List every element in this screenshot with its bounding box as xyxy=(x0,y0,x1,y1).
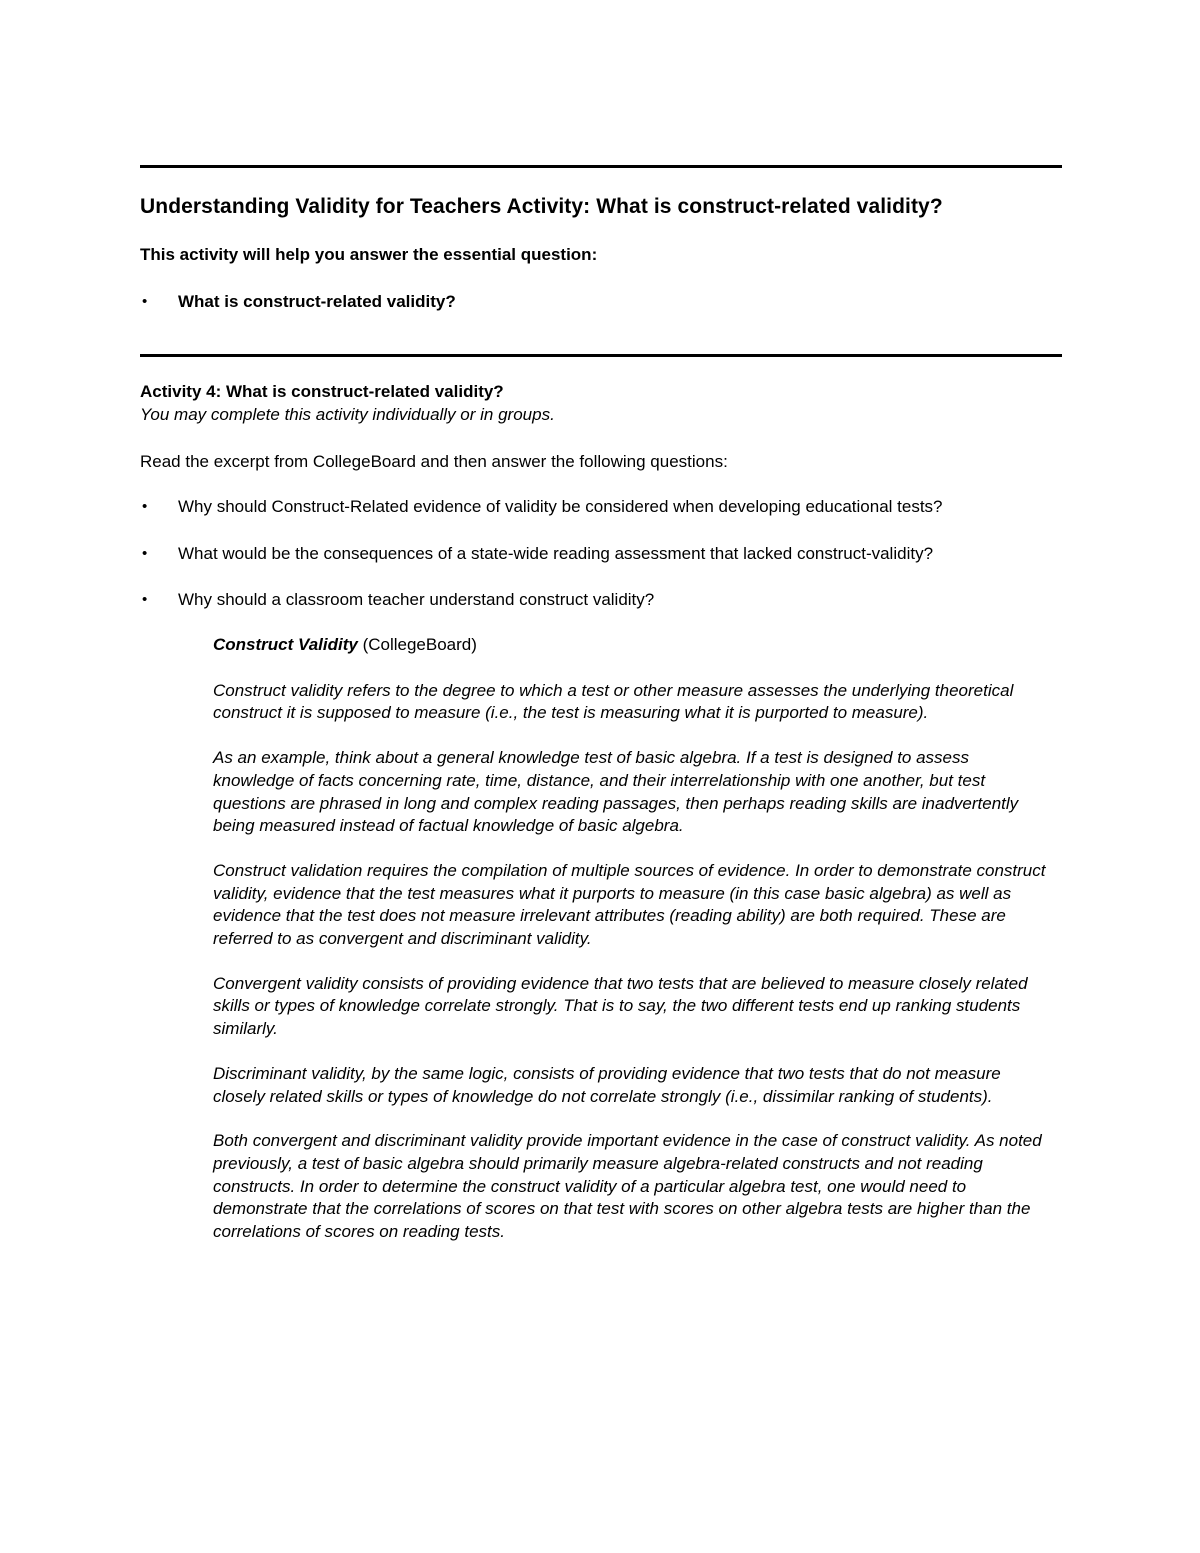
bullet-icon: • xyxy=(142,293,148,310)
activity-heading: Activity 4: What is construct-related validity? xyxy=(140,382,504,401)
essential-question-intro: This activity will help you answer the essential question: xyxy=(140,245,598,264)
bullet-icon: • xyxy=(142,591,148,608)
excerpt-title xyxy=(213,634,1048,657)
excerpt-paragraph: Construct validation requires the compilation of multiple sources of evidence. In order to demonstrate construct validity, evidence that the test measures what it purports to measure (in this case basic algebra) as well as evidence that the test does not measure irrelevant attributes (reading ability) are both required. These are referred to as convergent and discriminant validity. xyxy=(213,860,1046,949)
excerpt-paragraph: As an example, think about a general knowledge test of basic algebra. If a test is designed to assess knowledge of facts concerning rate, time, distance, and their interrelationship with one another, but test questions are phrased in long and complex reading passages, then perhaps reading skills are inadvertently being measured instead of factual knowledge of basic algebra. xyxy=(213,748,1019,836)
question-text: Why should a classroom teacher understand construct validity? xyxy=(178,590,655,609)
essential-question-item xyxy=(140,292,456,312)
document-title: Understanding Validity for Teachers Activity: What is construct-related validity? xyxy=(140,195,943,218)
question-text: Why should Construct-Related evidence of validity be considered when developing educational tests? xyxy=(178,497,943,516)
question-item xyxy=(140,544,933,564)
question-text: What would be the consequences of a state-wide reading assessment that lacked construct-validity? xyxy=(178,544,934,563)
excerpt-block xyxy=(213,634,1048,1266)
question-item xyxy=(140,497,943,517)
question-item xyxy=(140,590,654,610)
excerpt-paragraph: Convergent validity consists of providing evidence that two tests that are believed to measure closely related skills or types of knowledge correlate strongly. That is to say, the two different tests end up ranking students similarly. xyxy=(213,973,1028,1039)
excerpt-title-name: Construct Validity xyxy=(213,635,358,654)
excerpt-source: (CollegeBoard) xyxy=(362,635,477,654)
bullet-icon: • xyxy=(142,498,148,515)
bullet-icon: • xyxy=(142,545,148,562)
essential-question-text: What is construct-related validity? xyxy=(178,292,456,311)
excerpt-paragraph: Both convergent and discriminant validity provide important evidence in the case of construct validity. As noted previously, a test of basic algebra should primarily measure algebra-related constructs and not reading constructs. In order to determine the construct validity of a particular algebra test, one would need to demonstrate that the correlations of scores on that test with scores on other algebra tests are higher than the correlations of scores on reading tests. xyxy=(213,1131,1042,1242)
section-divider xyxy=(140,354,1062,357)
excerpt-paragraph: Discriminant validity, by the same logic, consists of providing evidence that two tests that do not measure closely related skills or types of knowledge do not correlate strongly (i.e., dissimilar ranking of students). xyxy=(213,1063,1001,1106)
top-divider xyxy=(140,165,1062,168)
excerpt-paragraph: Construct validity refers to the degree to which a test or other measure assesses the underlying theoretical construct it is supposed to measure (i.e., the test is measuring what it is purported to measure). xyxy=(213,680,1014,723)
activity-instructions: Read the excerpt from CollegeBoard and then answer the following questions: xyxy=(140,452,728,471)
activity-subheading: You may complete this activity individually or in groups. xyxy=(140,405,555,424)
